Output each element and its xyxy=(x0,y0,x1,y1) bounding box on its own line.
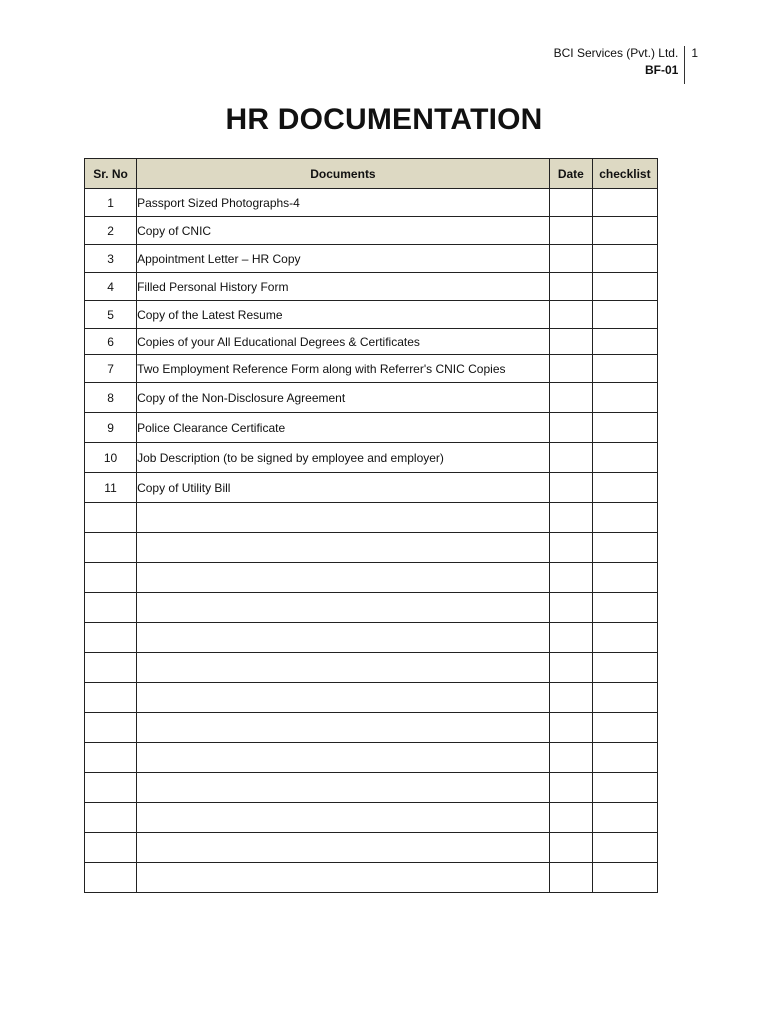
document-cell xyxy=(137,593,550,623)
date-cell[interactable] xyxy=(549,273,592,301)
date-cell[interactable] xyxy=(549,473,592,503)
sr-no-cell xyxy=(85,593,137,623)
table-row xyxy=(85,623,658,653)
sr-no-cell xyxy=(85,773,137,803)
company-name: BCI Services (Pvt.) Ltd. xyxy=(553,46,679,60)
checklist-cell[interactable] xyxy=(592,301,657,329)
column-header-sr-no: Sr. No xyxy=(85,159,137,189)
table-row xyxy=(85,863,658,893)
document-cell xyxy=(137,533,550,563)
document-cell xyxy=(137,623,550,653)
document-cell xyxy=(137,803,550,833)
document-cell: Police Clearance Certificate xyxy=(137,413,550,443)
checklist-cell[interactable] xyxy=(592,189,657,217)
document-cell: Passport Sized Photographs-4 xyxy=(137,189,550,217)
sr-no-cell xyxy=(85,503,137,533)
sr-no-cell xyxy=(85,833,137,863)
document-code: BF-01 xyxy=(644,63,679,77)
table-row xyxy=(85,533,658,563)
date-cell[interactable] xyxy=(549,533,592,563)
sr-no-cell: 1 xyxy=(85,189,137,217)
document-cell xyxy=(137,743,550,773)
column-header-checklist: checklist xyxy=(592,159,657,189)
table-row xyxy=(85,189,658,217)
checklist-cell[interactable] xyxy=(592,355,657,383)
date-cell[interactable] xyxy=(549,245,592,273)
checklist-cell[interactable] xyxy=(592,833,657,863)
checklist-cell[interactable] xyxy=(592,413,657,443)
checklist-cell[interactable] xyxy=(592,593,657,623)
date-cell[interactable] xyxy=(549,713,592,743)
sr-no-cell xyxy=(85,743,137,773)
table-row xyxy=(85,473,658,503)
checklist-cell[interactable] xyxy=(592,329,657,355)
checklist-cell[interactable] xyxy=(592,273,657,301)
checklist-cell[interactable] xyxy=(592,803,657,833)
checklist-cell[interactable] xyxy=(592,863,657,893)
sr-no-cell: 8 xyxy=(85,383,137,413)
checklist-cell[interactable] xyxy=(592,713,657,743)
table-row xyxy=(85,383,658,413)
table-row xyxy=(85,833,658,863)
checklist-cell[interactable] xyxy=(592,443,657,473)
table-row xyxy=(85,653,658,683)
sr-no-cell xyxy=(85,653,137,683)
date-cell[interactable] xyxy=(549,743,592,773)
table-header-row xyxy=(85,159,658,189)
checklist-cell[interactable] xyxy=(592,743,657,773)
table-row xyxy=(85,743,658,773)
column-header-documents: Documents xyxy=(137,159,550,189)
date-cell[interactable] xyxy=(549,803,592,833)
sr-no-cell: 9 xyxy=(85,413,137,443)
sr-no-cell xyxy=(85,563,137,593)
checklist-cell[interactable] xyxy=(592,473,657,503)
table-row xyxy=(85,563,658,593)
document-cell xyxy=(137,713,550,743)
sr-no-cell: 11 xyxy=(85,473,137,503)
document-cell xyxy=(137,683,550,713)
page-header xyxy=(554,44,698,84)
date-cell[interactable] xyxy=(549,503,592,533)
date-cell[interactable] xyxy=(549,863,592,893)
checklist-cell[interactable] xyxy=(592,683,657,713)
table-row xyxy=(85,413,658,443)
table-row xyxy=(85,503,658,533)
document-cell: Copy of the Non-Disclosure Agreement xyxy=(137,383,550,413)
sr-no-cell: 5 xyxy=(85,301,137,329)
sr-no-cell xyxy=(85,803,137,833)
table-row xyxy=(85,273,658,301)
date-cell[interactable] xyxy=(549,653,592,683)
date-cell[interactable] xyxy=(549,413,592,443)
document-cell: Copy of CNIC xyxy=(137,217,550,245)
date-cell[interactable] xyxy=(549,623,592,653)
document-cell xyxy=(137,653,550,683)
date-cell[interactable] xyxy=(549,443,592,473)
checklist-cell[interactable] xyxy=(592,503,657,533)
checklist-cell[interactable] xyxy=(592,383,657,413)
checklist-cell[interactable] xyxy=(592,217,657,245)
page-title: HR DOCUMENTATION xyxy=(225,103,543,136)
date-cell[interactable] xyxy=(549,593,592,623)
documents-table xyxy=(84,158,658,893)
date-cell[interactable] xyxy=(549,329,592,355)
table-row xyxy=(85,329,658,355)
checklist-cell[interactable] xyxy=(592,623,657,653)
table-row xyxy=(85,355,658,383)
sr-no-cell: 10 xyxy=(85,443,137,473)
checklist-cell[interactable] xyxy=(592,773,657,803)
table-row xyxy=(85,245,658,273)
document-cell: Appointment Letter – HR Copy xyxy=(137,245,550,273)
table-row xyxy=(85,803,658,833)
date-cell[interactable] xyxy=(549,383,592,413)
sr-no-cell: 4 xyxy=(85,273,137,301)
date-cell[interactable] xyxy=(549,773,592,803)
sr-no-cell xyxy=(85,683,137,713)
sr-no-cell: 2 xyxy=(85,217,137,245)
document-cell xyxy=(137,503,550,533)
checklist-cell[interactable] xyxy=(592,533,657,563)
table-row xyxy=(85,773,658,803)
document-cell: Copy of the Latest Resume xyxy=(137,301,550,329)
date-cell[interactable] xyxy=(549,301,592,329)
date-cell[interactable] xyxy=(549,189,592,217)
table-row xyxy=(85,683,658,713)
checklist-cell[interactable] xyxy=(592,245,657,273)
checklist-cell[interactable] xyxy=(592,653,657,683)
table-row xyxy=(85,217,658,245)
document-cell: Two Employment Reference Form along with Referrer's CNIC Copies xyxy=(137,355,550,383)
document-cell xyxy=(137,863,550,893)
sr-no-cell: 6 xyxy=(85,329,137,355)
sr-no-cell: 3 xyxy=(85,245,137,273)
document-cell: Job Description (to be signed by employee and employer) xyxy=(137,443,550,473)
table-row xyxy=(85,713,658,743)
sr-no-cell xyxy=(85,713,137,743)
document-cell xyxy=(137,833,550,863)
table-row xyxy=(85,593,658,623)
date-cell[interactable] xyxy=(549,683,592,713)
document-cell xyxy=(137,773,550,803)
document-cell: Filled Personal History Form xyxy=(137,273,550,301)
date-cell[interactable] xyxy=(549,563,592,593)
table-row xyxy=(85,443,658,473)
document-cell: Copies of your All Educational Degrees & Certificates xyxy=(137,329,550,355)
date-cell[interactable] xyxy=(549,355,592,383)
sr-no-cell: 7 xyxy=(85,355,137,383)
column-header-date: Date xyxy=(549,159,592,189)
header-text xyxy=(554,44,685,78)
sr-no-cell xyxy=(85,623,137,653)
document-cell: Copy of Utility Bill xyxy=(137,473,550,503)
checklist-cell[interactable] xyxy=(592,563,657,593)
sr-no-cell xyxy=(85,533,137,563)
table-row xyxy=(85,301,658,329)
date-cell[interactable] xyxy=(549,217,592,245)
date-cell[interactable] xyxy=(549,833,592,863)
page-number: 1 xyxy=(691,46,698,60)
sr-no-cell xyxy=(85,863,137,893)
document-cell xyxy=(137,563,550,593)
